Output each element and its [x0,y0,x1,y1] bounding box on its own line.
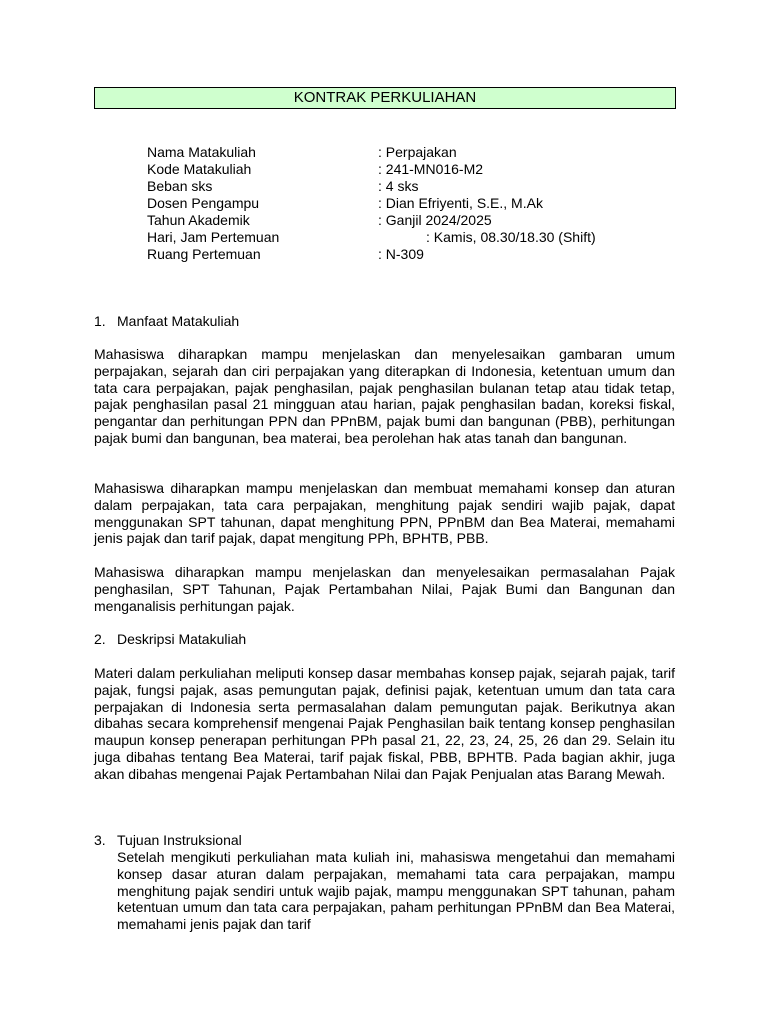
section-title: Deskripsi Matakuliah [117,631,247,647]
info-label: Nama Matakuliah [147,144,256,160]
info-value: : Kamis, 08.30/18.30 (Shift) [426,229,596,245]
info-value: : Dian Efriyenti, S.E., M.Ak [378,195,543,211]
paragraph: Mahasiswa diharapkan mampu menjelaskan dan menyelesaikan permasalahan Pajak penghasilan, SPT Tahunan, Pajak Pertambahan Nilai, Pajak Bumi dan Bangunan dan menganalisis perhitungan pajak. [94,564,675,614]
info-value: : N-309 [378,246,424,262]
info-label: Kode Matakuliah [147,161,252,177]
paragraph: Mahasiswa diharapkan mampu menjelaskan dan membuat memahami konsep dan aturan dalam perpajakan, tata cara perpajakan, menghitung pajak sendiri wajib pajak, dapat menggunakan SPT tahunan, dapat menghitung PPN, PPnBM dan Bea Materai, memahami jenis pajak dan tarif pajak, dapat mengitung PPh, BPHTB, PBB. [94,480,675,547]
info-value: : Ganjil 2024/2025 [378,212,492,228]
section-number: 3. [94,832,106,848]
info-label: Dosen Pengampu [147,195,260,211]
section-heading-deskripsi [94,631,246,648]
section-title: Manfaat Matakuliah [117,313,240,329]
info-row-dosen [147,195,667,212]
section-heading-tujuan [94,832,242,849]
section-number: 1. [94,313,106,329]
info-row-tahun [147,212,667,229]
info-row-beban [147,178,667,195]
info-label: Beban sks [147,178,213,194]
section-number: 2. [94,631,106,647]
paragraph: Setelah mengikuti perkuliahan mata kuliah ini, mahasiswa mengetahui dan memahami konsep dasar aturan dalam perpajakan, memahami tata cara perpajakan, mampu menghitung pajak sendiri untuk wajib pajak, mampu menggunakan SPT tahunan, paham ketentuan umum dan tata cara perpajakan, paham perhitungan PPnBM dan Bea Materai, memahami jenis pajak dan tarif [117,849,675,933]
info-value: : Perpajakan [378,144,457,160]
info-row-nama [147,144,667,161]
info-label: Ruang Pertemuan [147,246,261,262]
section-heading-manfaat [94,313,239,330]
info-value: : 241-MN016-M2 [378,161,484,177]
info-row-ruang [147,246,667,263]
info-label: Tahun Akademik [147,212,250,228]
paragraph: Materi dalam perkuliahan meliputi konsep dasar membahas konsep pajak, sejarah pajak, tarif pajak, fungsi pajak, asas pemungutan pajak, definisi pajak, ketentuan umum dan tata cara perpajakan di Indonesia serta permasalahan dalam pemungutan pajak. Berikutnya akan dibahas secara komprehensif mengenai Pajak Penghasilan baik tentang konsep penghasilan maupun konsep penerapan perhitungan PPh pasal 21, 22, 23, 24, 25, 26 dan 29. Selain itu juga dibahas tentang Bea Materai, tarif pajak fiskal, PBB, BPHTB. Pada bagian akhir, juga akan dibahas mengenai Pajak Pertambahan Nilai dan Pajak Penjualan atas Barang Mewah. [94,665,675,782]
section-title: Tujuan Instruksional [117,832,242,848]
info-row-hari [147,229,667,246]
page-title: KONTRAK PERKULIAHAN [94,87,676,109]
paragraph: Mahasiswa diharapkan mampu menjelaskan dan menyelesaikan gambaran umum perpajakan, sejarah dan ciri perpajakan yang diterapkan di Indonesia, ketentuan umum dan tata cara perpajakan, pajak penghasilan, pajak penghasilan bulanan tetap atau tidak tetap, pajak penghasilan pasal 21 mingguan atau harian, pajak penghasilan badan, koreksi fiskal, pengantar dan perhitungan PPN dan PPnBM, pajak bumi dan bangunan (PBB), perhitungan pajak bumi dan bangunan, bea materai, bea perolehan hak atas tanah dan bangunan. [94,346,675,446]
info-label: Hari, Jam Pertemuan [147,229,280,245]
course-info [147,144,667,263]
info-row-kode [147,161,667,178]
info-value: : 4 sks [378,178,419,194]
